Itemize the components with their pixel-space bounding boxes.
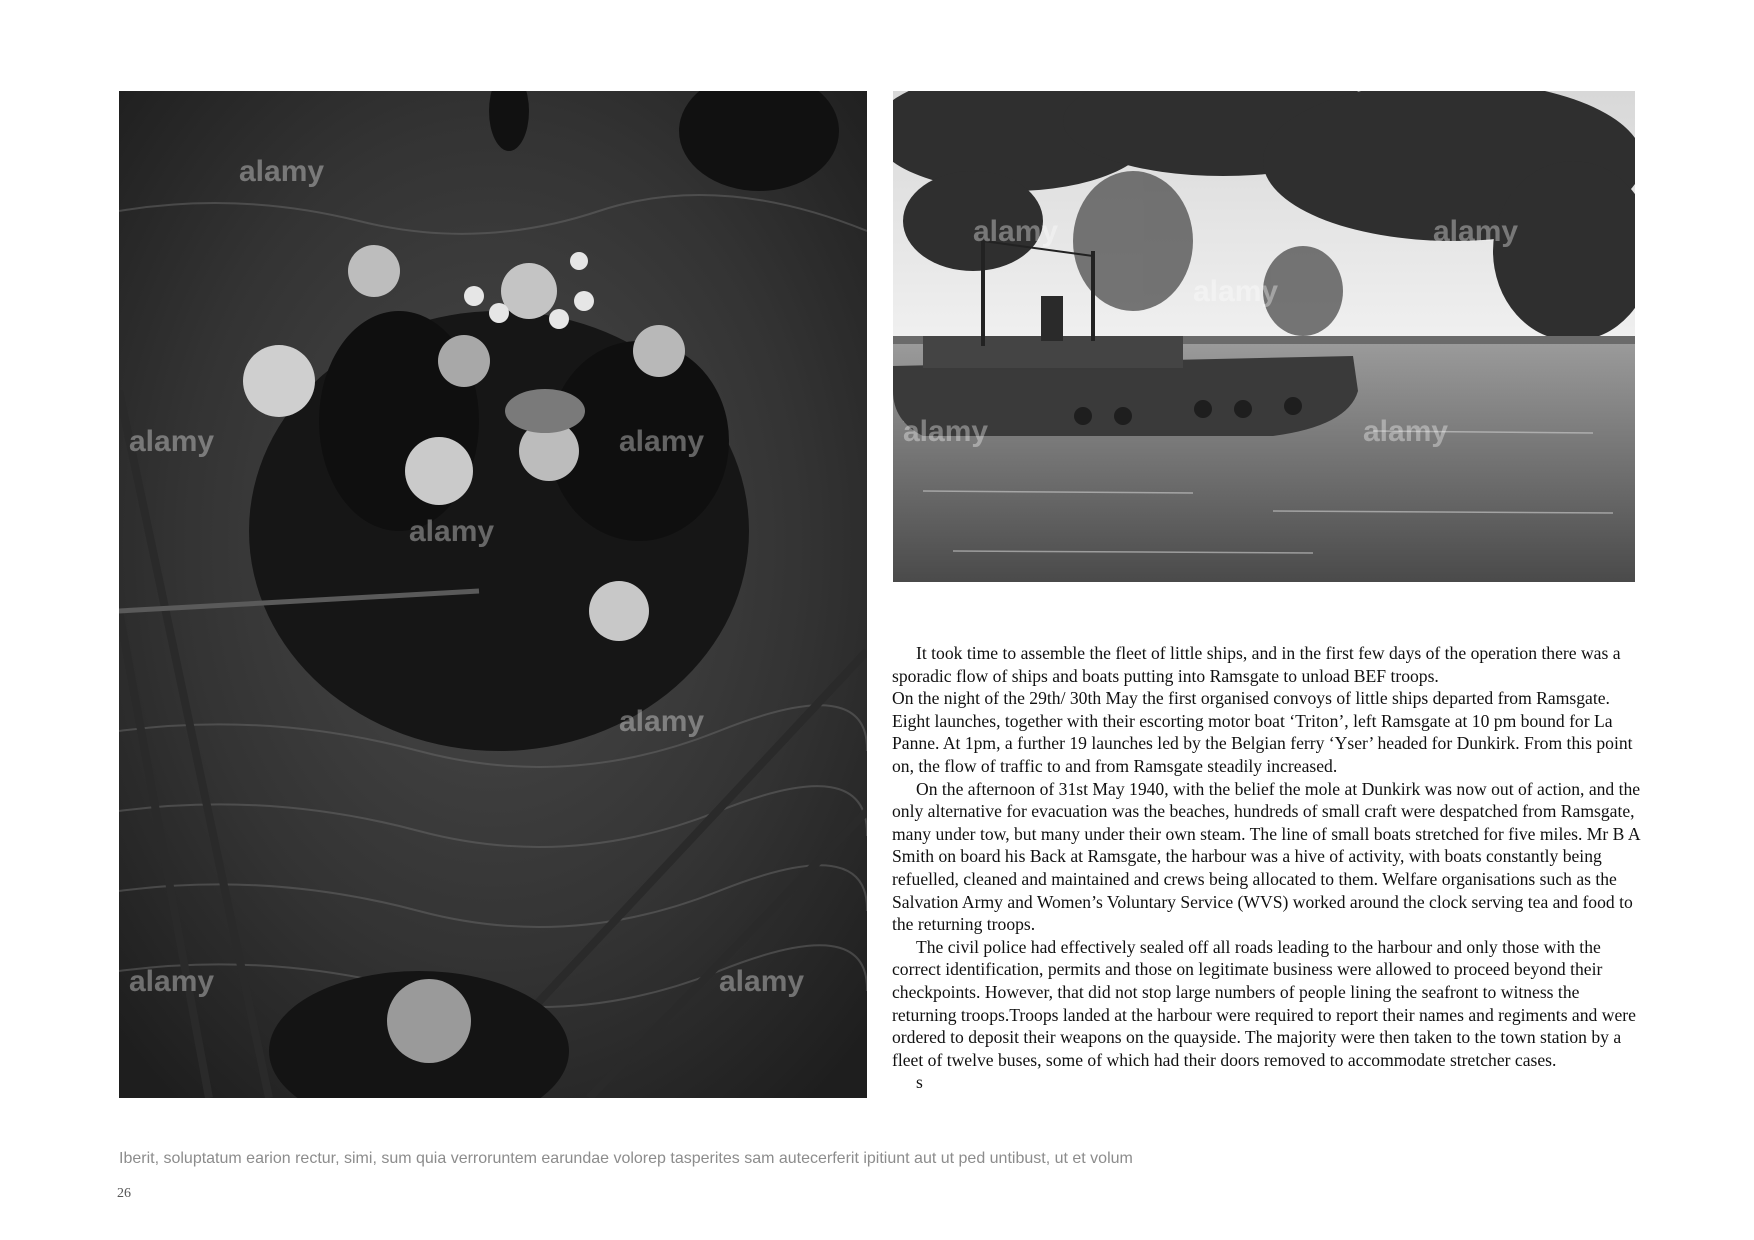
paragraph-3: On the afternoon of 31st May 1940, with the belief the mole at Dunkirk was now out of action, and the only alternative for evacuation was the beaches, hundreds of small craft were despatched from Ramsgate, many under tow, but many under their own steam. The line of small boats stretched for five miles. Mr B A Smith on board his Back at Ramsgate, the harbour was a hive of activity, with boats constantly being refuelled, cleaned and maintained and crews being allocated to them. Welfare organisations such as the Salvation Army and Women’s Voluntary Service (WVS) worked around the clock serving tea and food to the returning troops.: [892, 778, 1641, 935]
paragraph-1: It took time to assemble the fleet of little ships, and in the first few days of the operation there was a sporadic flow of ships and boats putting into Ramsgate to unload BEF troops.: [892, 643, 1621, 686]
paragraph-4: The civil police had effectively sealed off all roads leading to the harbour and only those with the correct identification, permits and those on legitimate business were allowed to proceed beyond their checkpoints. However, that did not stop large numbers of people lining the seafront to witness the returning troops.Troops landed at the harbour were required to report their names and regiments and were ordered to deposit their weapons on the quayside. The majority were then taken to the town station by a fleet of twelve buses, some of which had their doors removed to accommodate stretcher cases.: [892, 936, 1636, 1070]
paragraph-5: s: [916, 1072, 923, 1093]
photo-caption: Iberit, soluptatum earion rectur, simi, sum quia verroruntem earundae volorep tasperites sam autecerferit ipitiunt aut ut ped untibust, ut et volum: [119, 1150, 1133, 1167]
watermark-logo: alamy: [1433, 215, 1519, 248]
watermark-logo: alamy: [719, 965, 805, 998]
watermark-logo: alamy: [1363, 415, 1449, 448]
article-body: [892, 642, 1642, 1094]
photo-men-in-water: [119, 91, 867, 1098]
watermark-logo: alamy: [1193, 275, 1279, 308]
watermark-logo: alamy: [239, 155, 325, 188]
paragraph-2: On the night of the 29th/ 30th May the first organised convoys of little ships departed from Ramsgate. Eight launches, together with their escorting motor boat ‘Triton’, left Ramsgate at 10 pm bound for La Panne. At 1pm, a further 19 launches led by the Belgian ferry ‘Yser’ headed for Dunkirk. From this point on, the flow of traffic to and from Ramsgate steadily increased.: [892, 688, 1633, 776]
watermark-logo: alamy: [973, 215, 1059, 248]
watermark-logo: alamy: [903, 415, 989, 448]
page-number: 26: [117, 1186, 131, 1201]
watermark-logo: alamy: [129, 425, 215, 458]
watermark-logo: alamy: [619, 705, 705, 738]
watermark-logo: alamy: [619, 425, 705, 458]
photo-left-graphic: [119, 91, 867, 1098]
watermark-logo: alamy: [129, 965, 215, 998]
watermark-logo: alamy: [409, 515, 495, 548]
photo-ship-harbour: [893, 91, 1635, 582]
photo-right-graphic: [893, 91, 1635, 582]
